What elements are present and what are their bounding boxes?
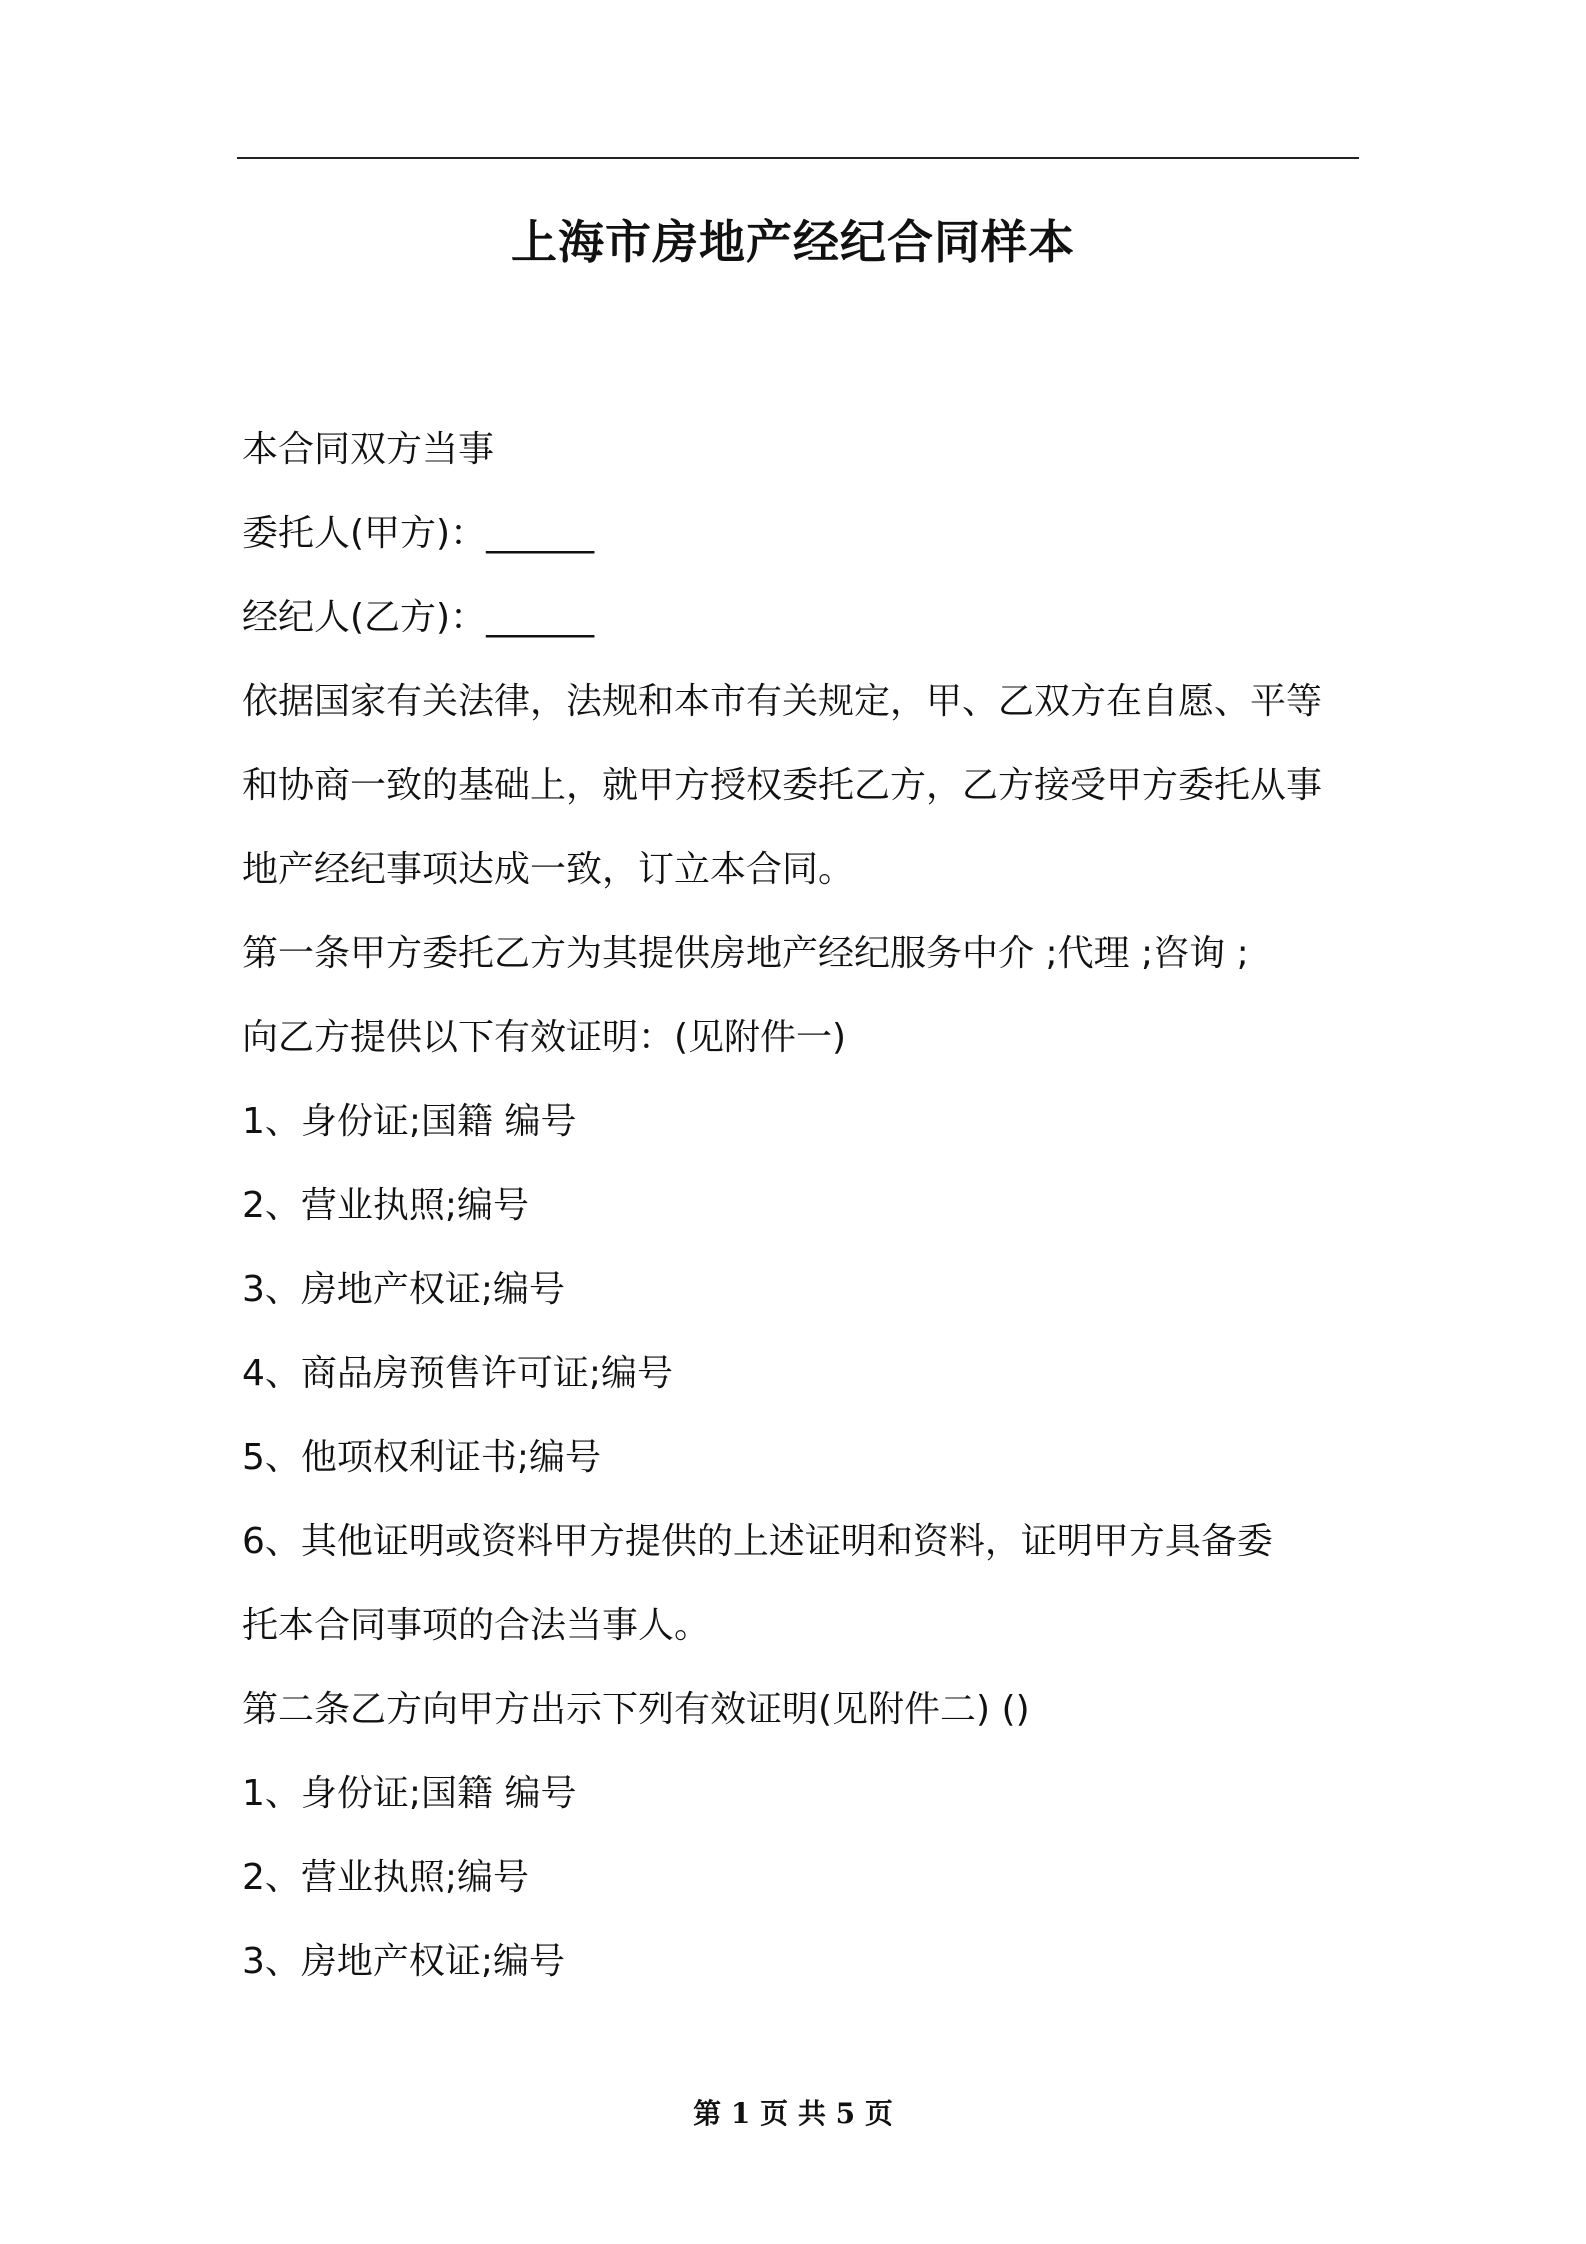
broker-field-line: 经纪人(乙方)：______ xyxy=(242,597,595,638)
list-item: 2、营业执照;编号 xyxy=(242,1185,530,1226)
page-number-footer: 第 1 页 共 5 页 xyxy=(693,2097,893,2130)
list-item: 1、身份证;国籍 编号 xyxy=(242,1101,577,1142)
list-item xyxy=(242,1500,1362,1584)
paragraph-line: 托本合同事项的合法当事人。 xyxy=(242,1605,711,1646)
article-two-line xyxy=(242,1668,1362,1752)
article-text: 甲方委托乙方为其提供房地产经纪服务中介 ;代理 ;咨询 ; xyxy=(350,933,1249,974)
document-title: 上海市房地产经纪合同样本 xyxy=(511,215,1075,269)
header-rule xyxy=(237,157,1359,159)
article-number: 第一条 xyxy=(242,933,351,974)
principal-field-line: 委托人(甲方)：______ xyxy=(242,513,595,554)
article-text: 乙方向甲方出示下列有效证明(见附件二) ( xyxy=(350,1689,1016,1730)
list-item: 3、房地产权证;编号 xyxy=(242,1941,566,1982)
list-item-label: 6、其他证明或资料 xyxy=(242,1521,553,1562)
list-item: 5、他项权利证书;编号 xyxy=(242,1437,602,1478)
list-item: 3、房地产权证;编号 xyxy=(242,1269,566,1310)
list-item: 4、商品房预售许可证;编号 xyxy=(242,1353,674,1394)
paragraph-line: 地产经纪事项达成一致，订立本合同。 xyxy=(242,849,855,890)
paragraph-line: 和协商一致的基础上，就甲方授权委托乙方，乙方接受甲方委托从事 xyxy=(242,765,1323,806)
list-item: 2、营业执照;编号 xyxy=(242,1857,530,1898)
paragraph-line: 向乙方提供以下有效证明：(见附件一) xyxy=(242,1017,847,1058)
list-item-text: 甲方提供的上述证明和资料，证明甲方具备委 xyxy=(552,1521,1273,1562)
document-body xyxy=(242,408,1362,2004)
article-one-line xyxy=(242,912,1362,996)
list-item: 1、身份证;国籍 编号 xyxy=(242,1773,577,1814)
paragraph-line: 依据国家有关法律，法规和本市有关规定，甲、乙双方在自愿、平等 xyxy=(242,681,1323,722)
article-number: 第二条 xyxy=(242,1689,351,1730)
closing-paren: ) xyxy=(1015,1689,1030,1730)
paragraph-line: 本合同双方当事 xyxy=(242,429,495,470)
